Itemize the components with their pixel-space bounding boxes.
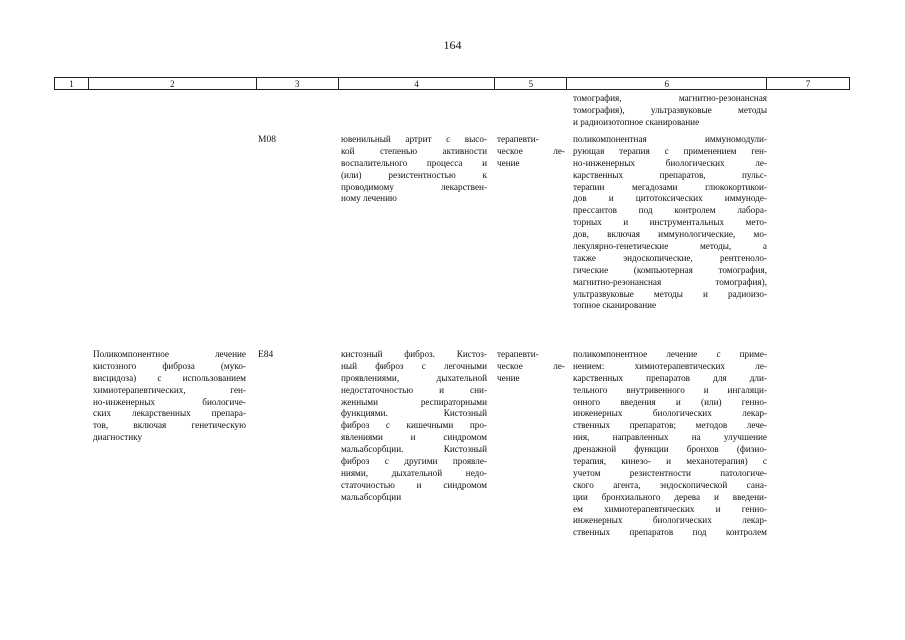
text-line: ниями, дыхательной недо- — [341, 467, 487, 478]
text-line: чение — [497, 372, 520, 383]
text-line: торных и инструментальных мето- — [573, 217, 767, 228]
text-line: кистозного фиброза (муко- — [93, 360, 246, 371]
text-line: проявлениями, дыхательной — [341, 372, 487, 383]
text-line: карственных препаратов, пульс- — [573, 169, 767, 180]
text-line: тельного внутривенного и ингаляци- — [573, 384, 767, 395]
text-line: терапии мегадозами глюкокортикои- — [573, 181, 767, 192]
text-line: ем химиотерапевтических и генно- — [573, 503, 767, 514]
text-line: диагностику — [93, 432, 143, 443]
text-line: ния, направленных на улучшение — [573, 432, 767, 443]
text-line: гические (компьютерная томография, — [573, 264, 767, 275]
text-line: учетом резистентности патологиче- — [573, 467, 767, 478]
treatment-method-text — [573, 349, 767, 539]
text-line: томография), ультразвуковые методы — [573, 104, 767, 115]
text-line: статочностью и синдромом — [341, 479, 487, 490]
diagnosis-text — [341, 134, 487, 205]
page-number: 164 — [443, 38, 462, 52]
text-line: недостаточностью и сни- — [341, 384, 487, 395]
text-line: рующая терапия с применением ген- — [573, 145, 767, 156]
text-line: но-инженерных биологических ле- — [573, 157, 767, 168]
treatment-method-text — [573, 134, 767, 312]
text-line: Поликомпонентное лечение — [93, 349, 246, 359]
text-line: мальабсорбции — [341, 491, 402, 502]
text-line: химиотерапевтических, ген- — [93, 384, 246, 395]
text-line: воспалительного процесса и — [341, 157, 487, 168]
text-line: дов и цитотоксических иммуноде- — [573, 193, 767, 204]
text-line: тов, включая генетическую — [93, 420, 246, 431]
text-line: нением: химиотерапевтических ле- — [573, 360, 767, 371]
text-line: инженерных биологических лекар- — [573, 515, 767, 526]
text-line: терапевти- — [497, 349, 539, 359]
text-line: (или) резистентностью к — [341, 169, 487, 180]
text-line: ственных препаратов под контролем — [573, 527, 767, 538]
table-header-row — [54, 77, 850, 90]
text-line: фиброз с другими проявле- — [341, 456, 487, 467]
text-line: топное сканирование — [573, 300, 657, 311]
text-line: ственных препаратов; методов лече- — [573, 420, 767, 431]
text-line: терапия, кинезо- и механотерапия) с — [573, 456, 767, 467]
text-line: висцидоза) с использованием — [93, 372, 246, 383]
text-line: кой степенью активности — [341, 145, 487, 156]
text-line: магнитно-резонансная томография), — [573, 276, 767, 287]
treatment-type-text — [497, 349, 565, 385]
text-line: прессантов под контролем лабора- — [573, 205, 767, 216]
text-line: инженерных биологических лекар- — [573, 408, 767, 419]
text-line: дренажной функции бронхов (физио- — [573, 444, 767, 455]
treatment-group-text — [93, 349, 246, 444]
text-line: мальабсорбции. Кистозный — [341, 444, 487, 455]
text-line: явлениями и синдромом — [341, 432, 487, 443]
text-line: чение — [497, 157, 520, 168]
text-line: ции бронхиального дерева и введени- — [573, 491, 767, 502]
text-line: онного введения и (или) генно- — [573, 396, 767, 407]
text-line: также эндоскопические, рентгеноло- — [573, 252, 767, 263]
text-line: ческое ле- — [497, 145, 565, 156]
header-col-6: 6 — [567, 78, 767, 89]
header-col-5: 5 — [495, 78, 567, 89]
text-line: ского агента, эндоскопической сана- — [573, 479, 767, 490]
text-line: ный фиброз с легочными — [341, 360, 487, 371]
header-col-2: 2 — [89, 78, 257, 89]
text-line: дов, включая иммунологические, мо- — [573, 229, 767, 240]
text-line: функциями. Кистозный — [341, 408, 487, 419]
icd-code: M08 — [258, 135, 276, 145]
header-col-1: 1 — [55, 78, 89, 89]
text-line: ческое ле- — [497, 360, 565, 371]
text-line: терапевти- — [497, 134, 539, 144]
text-line: ских лекарственных препара- — [93, 408, 246, 419]
text-line: но-инженерных биологиче- — [93, 396, 246, 407]
diagnosis-text — [341, 349, 487, 504]
text-line: ному лечению — [341, 193, 397, 204]
text-line: проводимому лекарствен- — [341, 181, 487, 192]
text-line: фиброз с кишечными про- — [341, 420, 487, 431]
text-line: поликомпонентное лечение с приме- — [573, 349, 767, 359]
continued-method-text — [573, 93, 767, 129]
header-col-4: 4 — [339, 78, 496, 89]
header-col-7: 7 — [767, 78, 850, 89]
text-line: ювенильный артрит с высо- — [341, 134, 487, 144]
text-line: лекулярно-генетические методы, а — [573, 241, 767, 252]
text-line: женными респираторными — [341, 396, 487, 407]
header-col-3: 3 — [257, 78, 339, 89]
text-line: и радиоизотопное сканирование — [573, 116, 700, 127]
text-line: томография, магнитно-резонансная — [573, 93, 767, 103]
text-line: ультразвуковые методы и радиоизо- — [573, 288, 767, 299]
text-line: карственных препаратов для дли- — [573, 372, 767, 383]
text-line: кистозный фиброз. Кистоз- — [341, 349, 487, 359]
icd-code: E84 — [258, 350, 274, 360]
text-line: поликомпонентная иммуномодули- — [573, 134, 767, 144]
treatment-type-text — [497, 134, 565, 170]
